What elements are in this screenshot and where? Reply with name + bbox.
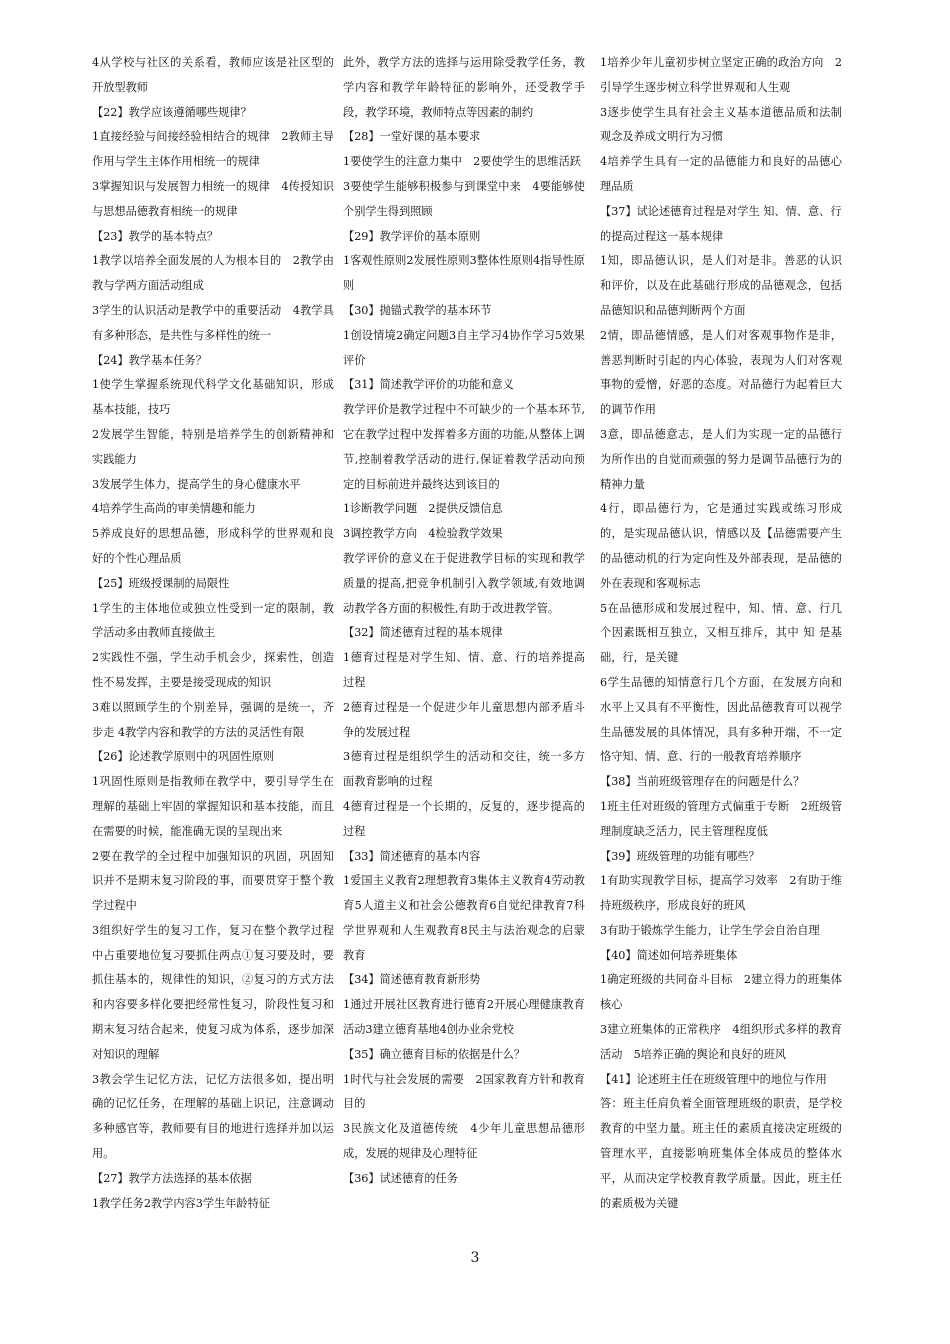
paragraph: 教学评价的意义在于促进教学目标的实现和教学质量的提高,把竞争机制引入教学领域,有效地调动教学各方面的积极性,有助于改进教学管。	[343, 551, 585, 615]
column-left	[92, 51, 334, 1216]
section-heading: 【41】论述班主任在班级管理中的地位与作用	[600, 1072, 827, 1086]
page-number: 3	[470, 1250, 480, 1266]
paragraph: 此外，教学方法的选择与运用除受教学任务，教学内容和教学年龄特征的影响外，还受教学手段，教学环境，教师特点等因素的制约	[343, 56, 585, 119]
column-middle	[343, 51, 585, 1192]
paragraph: 3组织好学生的复习工作，复习在整个教学过程中占重要地位复习要抓住两点①复习要及时，要抓住基本的，规律性的知识，②复习的方式方法和内容要多样化要把经常性复习，阶段性复习和期末复习结合起来，使复习成为体系，逐步加深对知识的理解	[92, 923, 334, 1061]
section-heading: 【33】简述德育的基本内容	[343, 849, 481, 863]
paragraph: 3调控教学方向 4检验教学效果	[343, 527, 503, 541]
paragraph: 3建立班集体的正常秩序 4组织形式多样的教育活动 5培养正确的舆论和良好的班风	[600, 1023, 842, 1061]
paragraph: 5在品德形成和发展过程中，知、情、意、行几个因素既相互独立，又相互排斥，其中 知 是基础，行，是关键	[600, 601, 842, 665]
paragraph: 3发展学生体力，提高学生的身心健康水平	[92, 477, 301, 491]
paragraph: 1诊断教学问题 2提供反馈信息	[343, 502, 503, 516]
paragraph: 3意，即品德意志，是人们为实现一定的品德行为所作出的自觉而顽强的努力是调节品德行为的精神力量	[600, 427, 842, 491]
section-heading: 【34】简述德育教育新形势	[343, 973, 481, 987]
section-heading: 【36】试述德育的任务	[343, 1171, 458, 1185]
section-heading: 【25】班级授课制的局限性	[92, 576, 230, 590]
paragraph: 2发展学生智能，特别是培养学生的创新精神和实践能力	[92, 427, 334, 466]
paragraph: 答：班主任肩负着全面管理班级的职责，是学校教育的中坚力量。班主任的素质直接决定班级的管理水平，直接影响班集体全体成员的整体水平，从而决定学校教育教学质量。因此，班主任的素质极为关键	[600, 1097, 842, 1210]
paragraph: 2情，即品德情感，是人们对客观事物作是非，善恶判断时引起的内心体验，表现为人们对客观事物的爱憎，好恶的态度。对品德行为起着巨大的调节作用	[600, 328, 842, 417]
section-heading: 【32】简述德育过程的基本规律	[343, 626, 503, 640]
paragraph: 4德育过程是一个长期的，反复的，逐步提高的过程	[343, 799, 585, 838]
paragraph: 2德育过程是一个促进少年儿童思想内部矛盾斗争的发展过程	[343, 700, 585, 739]
section-heading: 【29】教学评价的基本原则	[343, 229, 481, 243]
section-heading: 【38】当前班级管理存在的问题是什么？	[600, 775, 805, 789]
paragraph: 1班主任对班级的管理方式偏重于专断 2班级管理制度缺乏活力，民主管理程度低	[600, 799, 842, 838]
paragraph: 1有助实现教学目标，提高学习效率 2有助于维持班级秩序，形成良好的班风	[600, 874, 842, 913]
paragraph: 1学生的主体地位或独立性受到一定的限制，教学活动多由教师直接做主	[92, 601, 334, 640]
paragraph: 4从学校与社区的关系看，教师应该是社区型的开放型教师	[92, 56, 334, 94]
paragraph: 4培养学生具有一定的品德能力和良好的品德心理品质	[600, 155, 842, 193]
column-right	[600, 51, 842, 1216]
section-heading: 【37】试论述德育过程是对学生 知、情、意、行的提高过程这一基本规律	[600, 204, 842, 243]
paragraph: 3难以照顾学生的个别差异，强调的是统一，齐步走 4教学内容和教学的方法的灵活性有限	[92, 700, 334, 739]
paragraph: 1巩固性原则是指教师在教学中，要引导学生在理解的基础上牢固的掌握知识和基本技能，而且在需要的时候，能准确无误的呈现出来	[92, 775, 334, 838]
paragraph: 1德育过程是对学生知、情、意、行的培养提高过程	[343, 651, 585, 689]
paragraph: 1直接经验与间接经验相结合的规律 2教师主导作用与学生主体作用相统一的规律	[92, 130, 334, 169]
paragraph: 1创设情境2确定问题3自主学习4协作学习5效果评价	[343, 328, 585, 367]
paragraph: 1教学任务2教学内容3学生年龄特征	[92, 1196, 270, 1210]
paragraph: 3民族文化及道德传统 4少年儿童思想品德形成，发展的规律及心理特征	[343, 1122, 585, 1161]
paragraph: 1使学生掌握系统现代科学文化基础知识，形成基本技能，技巧	[92, 378, 334, 417]
paragraph: 1教学以培养全面发展的人为根本目的 2教学由教与学两方面活动组成	[92, 254, 334, 293]
paragraph: 1知，即品德认识，是人们对是非。善恶的认识和评价，以及在此基础行形成的品德观念，包括品德知识和品德判断两个方面	[600, 254, 842, 317]
section-heading: 【26】论述教学原则中的巩固性原则	[92, 750, 275, 764]
section-heading: 【22】教学应该遵循哪些规律？	[92, 105, 252, 119]
paragraph: 1要使学生的注意力集中 2要使学生的思维活跃	[343, 155, 581, 169]
section-heading: 【28】一堂好课的基本要求	[343, 130, 481, 144]
paragraph: 4行，即品德行为，它是通过实践或练习形成的，是实现品德认识，情感以及【品德需要产生的品德动机的行为定向性及外部表现，是品德的外在表现和客观标志	[600, 502, 842, 590]
paragraph: 3德育过程是组织学生的活动和交往，统一多方面教育影响的过程	[343, 750, 585, 789]
paragraph: 1时代与社会发展的需要 2国家教育方针和教育目的	[343, 1072, 585, 1111]
paragraph: 3学生的认识活动是教学中的重要活动 4教学具有多种形态，是共性与多样性的统一	[92, 303, 334, 342]
paragraph: 3掌握知识与发展智力相统一的规律 4传授知识与思想品德教育相统一的规律	[92, 179, 334, 218]
paragraph: 4培养学生高尚的审美情趣和能力	[92, 502, 256, 516]
paragraph: 1通过开展社区教育进行德育2开展心理健康教育活动3建立德育基地4创办业余党校	[343, 998, 585, 1037]
paragraph: 1客观性原则2发展性原则3整体性原则4指导性原则	[343, 254, 585, 293]
paragraph: 3有助于锻炼学生能力，让学生学会自治自理	[600, 923, 820, 937]
section-heading: 【35】确立德育目标的依据是什么？	[343, 1047, 526, 1061]
paragraph: 2实践性不强，学生动手机会少，探索性，创造性不易发挥，主要是接受现成的知识	[92, 651, 334, 689]
section-heading: 【40】简述如何培养班集体	[600, 948, 738, 962]
paragraph: 1培养少年儿童初步树立坚定正确的政治方向 2引导学生逐步树立科学世界观和人生观	[600, 56, 842, 94]
paragraph: 5养成良好的思想品德，形成科学的世界观和良好的个性心理品质	[92, 527, 334, 565]
section-heading: 【39】班级管理的功能有哪些？	[600, 849, 760, 863]
paragraph: 3逐步使学生具有社会主义基本道德品质和法制观念及养成文明行为习惯	[600, 105, 842, 144]
paragraph: 2要在教学的全过程中加强知识的巩固，巩固知识并不是期末复习阶段的事，而要贯穿于整个教学过程中	[92, 849, 334, 913]
section-heading: 【23】教学的基本特点？	[92, 229, 219, 243]
paragraph: 1爱国主义教育2理想教育3集体主义教育4劳动教育5人道主义和社会公德教育6自觉纪律教育7科学世界观和人生观教育8民主与法治观念的启蒙教育	[343, 874, 585, 962]
paragraph: 6学生品德的知情意行几个方面，在发展方向和水平上又具有不平衡性，因此品德教育可以视学生品德发展的具体情况，具有多种开端，不一定恪守知、情、意、行的一般教育培养顺序	[600, 675, 842, 764]
section-heading: 【31】简述教学评价的功能和意义	[343, 378, 514, 392]
paragraph: 教学评价是教学过程中不可缺少的一个基本环节,它在教学过程中发挥着多方面的功能,从整体上调节,控制着教学活动的进行,保证着教学活动向预定的目标前进并最终达到该目的	[343, 403, 585, 491]
paragraph: 3教会学生记忆方法，记忆方法很多如，提出明确的记忆任务，在理解的基础上识记，注意调动多种感官等，教师要有目的地进行选择并加以运用。	[92, 1072, 334, 1161]
paragraph: 3要使学生能够积极参与到课堂中来 4要能够使个别学生得到照顾	[343, 179, 585, 218]
section-heading: 【24】教学基本任务？	[92, 353, 207, 367]
section-heading: 【30】抛锚式教学的基本环节	[343, 303, 492, 317]
paragraph: 1确定班级的共同奋斗目标 2建立得力的班集体核心	[600, 973, 842, 1012]
section-heading: 【27】教学方法选择的基本依据	[92, 1171, 252, 1185]
